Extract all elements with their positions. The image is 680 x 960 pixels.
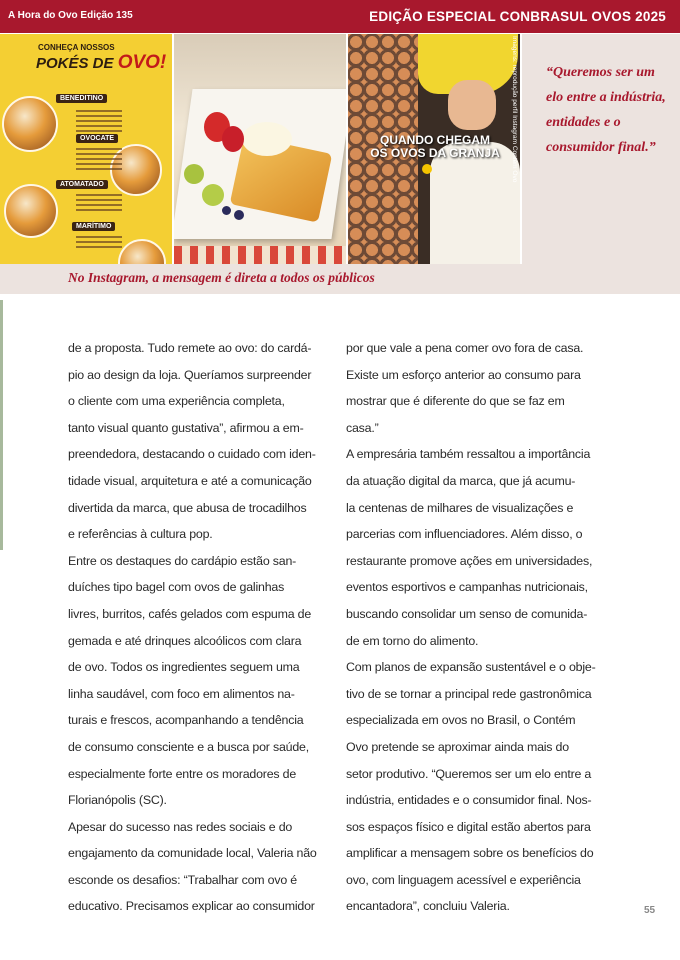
- edition-title: EDIÇÃO ESPECIAL CONBRASUL OVOS 2025: [369, 9, 666, 24]
- text-line: de em torno do alimento.: [346, 633, 479, 648]
- dish-text-lines: [76, 110, 122, 135]
- text-line: especialmente forte entre os moradores de: [68, 766, 297, 781]
- text-line: duíches tipo bagel com ovos de galinhas: [68, 580, 285, 595]
- text-line: Apesar do sucesso nas redes sociais e do: [68, 819, 293, 834]
- dish-text-lines: [76, 236, 122, 251]
- text-line: casa.”: [346, 420, 379, 435]
- text-line: mostrar que é diferente do que se faz em: [346, 394, 565, 409]
- side-accent: [0, 300, 3, 550]
- food-photo-image: [174, 34, 346, 264]
- person-face: [448, 80, 496, 130]
- text-line: eventos esportivos e campanhas nutricionais,: [346, 580, 588, 595]
- text-line: de ovo. Todos os ingredientes seguem uma: [68, 660, 300, 675]
- text-line: o cliente com uma experiência completa,: [68, 394, 285, 409]
- grape-shape: [184, 164, 204, 184]
- bowl-image: [118, 239, 166, 264]
- image-credit: Imagens: reprodução perfil Instagram Contém Ovo: [511, 36, 518, 183]
- text-line: e referências à cultura pop.: [68, 527, 213, 542]
- poster-headline-b: OVO!: [117, 52, 167, 73]
- text-line: tidade visual, arquitetura e até a comunicação: [68, 473, 312, 488]
- pull-quote: “Queremos ser um elo entre a indústria, entidades e o consumidor final.”: [546, 65, 666, 155]
- text-line: restaurante promove ações em universidades,: [346, 553, 593, 568]
- poster-brand: CONHEÇA NOSSOS: [38, 43, 115, 52]
- text-line: especializada em ovos no Brasil, o Contém: [346, 713, 576, 728]
- text-line: de a proposta. Tudo remete ao ovo: do cardá-: [68, 341, 312, 355]
- tablecloth-stripe: [174, 246, 346, 264]
- text-line: educativo. Precisamos explicar ao consumidor: [68, 899, 315, 914]
- grape-shape: [202, 184, 224, 206]
- text-line: A empresária também ressaltou a importância: [346, 447, 591, 462]
- image-caption: No Instagram, a mensagem é direta a todos os públicos: [68, 270, 375, 285]
- text-line: de consumo consciente e a busca por saúde,: [68, 739, 309, 754]
- text-line: Florianópolis (SC).: [68, 793, 167, 808]
- text-line: indústria, entidades e o consumidor final. Nos-: [346, 793, 592, 808]
- text-line: setor produtivo. “Queremos ser um elo entre a: [346, 766, 592, 781]
- dish-text-lines: [76, 148, 122, 173]
- pull-quote-box: [522, 34, 680, 264]
- text-line: livres, burritos, cafés gelados com espuma de: [68, 606, 312, 621]
- cream-shape: [242, 122, 292, 156]
- text-line: Entre os destaques do cardápio estão san-: [68, 553, 297, 568]
- text-line: tanto visual quanto gustativa”, afirmou a em-: [68, 420, 304, 435]
- text-line: buscando consolidar um senso de comunida-: [346, 606, 588, 621]
- text-line: pio ao design da loja. Queríamos surpreender: [68, 367, 312, 382]
- dish-label: BENEDITINO: [56, 94, 107, 103]
- text-line: gemada e até drinques alcoólicos com clara: [68, 633, 302, 648]
- text-line: Existe um esforço anterior ao consumo para: [346, 367, 581, 382]
- egg-farm-photo-image: [348, 34, 520, 264]
- egg-emoji-icon: [422, 164, 432, 174]
- issue-label: A Hora do Ovo Edição 135: [8, 10, 133, 21]
- strawberry-shape: [222, 126, 244, 152]
- bowl-image: [2, 96, 58, 152]
- text-line: encantadora”, concluiu Valeria.: [346, 899, 510, 914]
- dish-text-lines: [76, 194, 122, 214]
- blueberry-shape: [222, 206, 231, 215]
- image-caption-bar: [0, 264, 680, 294]
- article-column-2: [346, 335, 601, 920]
- text-line: turais e frescos, acompanhando a tendência: [68, 713, 304, 728]
- text-line: ovo, com linguagem acessível e experiência: [346, 872, 581, 887]
- dish-label: ATOMATADO: [56, 180, 108, 189]
- text-line: por que vale a pena comer ovo fora de casa.: [346, 341, 584, 355]
- text-line: esconde os desafios: “Trabalhar com ovo é: [68, 872, 297, 887]
- text-line: linha saudável, com foco em alimentos na-: [68, 686, 295, 701]
- text-line: engajamento da comunidade local, Valeria não: [68, 846, 317, 861]
- dish-label: MARÍTIMO: [72, 222, 115, 231]
- photo-caption: QUANDO CHEGAM OS OVOS DA GRANJA: [370, 133, 500, 160]
- person-shirt: [430, 142, 520, 264]
- bowl-image: [4, 184, 58, 238]
- text-line: da atuação digital da marca, que já acumu-: [346, 473, 576, 488]
- image-strip: [0, 34, 522, 264]
- blueberry-shape: [234, 210, 244, 220]
- menu-poster-image: [0, 34, 172, 264]
- text-line: Ovo pretende se aproximar ainda mais do: [346, 739, 569, 754]
- header-bar: [0, 0, 680, 33]
- poster-headline: [36, 52, 166, 74]
- poster-headline-a: POKÉS DE: [36, 55, 118, 72]
- article-column-1: [68, 335, 323, 920]
- text-line: divertida da marca, que abusa de trocadilhos: [68, 500, 307, 515]
- text-line: la centenas de milhares de visualizações e: [346, 500, 574, 515]
- text-line: Com planos de expansão sustentável e o obje-: [346, 660, 596, 675]
- dish-label: OVOCATE: [76, 134, 118, 143]
- text-line: parcerias com influenciadores. Além disso, o: [346, 527, 583, 542]
- text-line: preendedora, destacando o cuidado com iden-: [68, 447, 316, 462]
- text-line: amplificar a mensagem sobre os benefícios do: [346, 846, 594, 861]
- text-line: tivo de se tornar a principal rede gastronômica: [346, 686, 592, 701]
- text-line: sos espaços físico e digital estão abertos para: [346, 819, 591, 834]
- page-number: 55: [644, 905, 656, 916]
